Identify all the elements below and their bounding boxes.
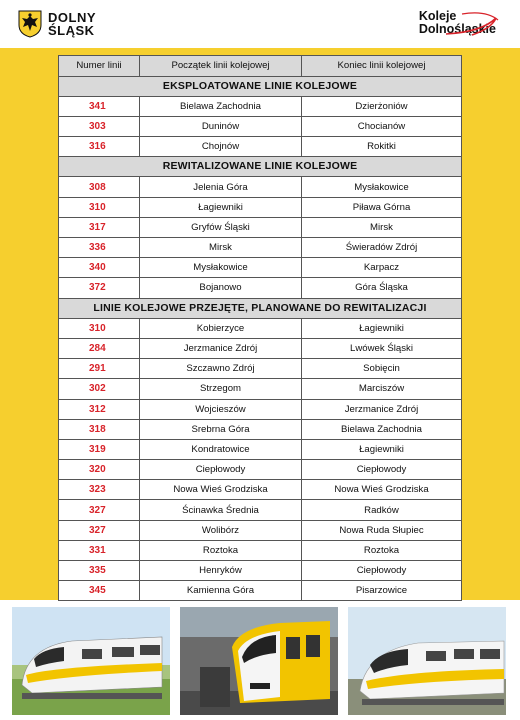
table-row (59, 116, 462, 136)
line-end: Sobięcin (302, 359, 462, 379)
rail-lines-table (58, 55, 462, 601)
line-start: Wolibórz (140, 520, 302, 540)
line-end: Jerzmanice Zdrój (302, 399, 462, 419)
table-row (59, 318, 462, 338)
eagle-crest-icon (18, 10, 42, 38)
table-row (59, 177, 462, 197)
table-row (59, 338, 462, 358)
line-start: Bielawa Zachodnia (140, 96, 302, 116)
line-number: 327 (59, 500, 140, 520)
line-number: 319 (59, 439, 140, 459)
column-header-start: Początek linii kolejowej (140, 56, 302, 77)
section-row (59, 76, 462, 96)
line-end: Karpacz (302, 258, 462, 278)
line-start: Duninów (140, 116, 302, 136)
line-number: 317 (59, 217, 140, 237)
column-header-end: Koniec linii kolejowej (302, 56, 462, 77)
line-end: Chocianów (302, 116, 462, 136)
line-number: 340 (59, 258, 140, 278)
line-end: Dzierżoniów (302, 96, 462, 116)
line-start: Chojnów (140, 137, 302, 157)
line-end: Nowa Wieś Grodziska (302, 480, 462, 500)
line-start: Roztoka (140, 540, 302, 560)
line-number: 291 (59, 359, 140, 379)
table-row (59, 561, 462, 581)
table-row (59, 399, 462, 419)
line-start: Jelenia Góra (140, 177, 302, 197)
line-start: Strzegom (140, 379, 302, 399)
table-row (59, 359, 462, 379)
line-start: Jerzmanice Zdrój (140, 338, 302, 358)
koleje-dolnoslaskie-logo (419, 10, 496, 36)
table-row (59, 500, 462, 520)
table-row (59, 197, 462, 217)
line-number: 341 (59, 96, 140, 116)
section-title: REWITALIZOWANE LINIE KOLEJOWE (59, 157, 462, 177)
line-start: Nowa Wieś Grodziska (140, 480, 302, 500)
line-number: 316 (59, 137, 140, 157)
train-photo-1 (12, 607, 170, 715)
table-row (59, 96, 462, 116)
line-start: Szczawno Zdrój (140, 359, 302, 379)
line-end: Mysłakowice (302, 177, 462, 197)
logo-left-line1: DOLNY (48, 10, 96, 25)
table-row (59, 419, 462, 439)
table-row (59, 217, 462, 237)
section-title: EKSPLOATOWANE LINIE KOLEJOWE (59, 76, 462, 96)
line-end: Pisarzowice (302, 581, 462, 601)
line-number: 327 (59, 520, 140, 540)
train-image-icon (12, 607, 170, 715)
line-start: Henryków (140, 561, 302, 581)
line-start: Bojanowo (140, 278, 302, 298)
line-end: Łagiewniki (302, 439, 462, 459)
line-start: Gryfów Śląski (140, 217, 302, 237)
line-start: Kobierzyce (140, 318, 302, 338)
line-end: Ciepłowody (302, 561, 462, 581)
line-end: Łagiewniki (302, 318, 462, 338)
table-row (59, 258, 462, 278)
line-number: 303 (59, 116, 140, 136)
line-number: 345 (59, 581, 140, 601)
line-start: Srebrna Góra (140, 419, 302, 439)
line-number: 336 (59, 238, 140, 258)
line-end: Bielawa Zachodnia (302, 419, 462, 439)
table-row (59, 460, 462, 480)
line-number: 310 (59, 197, 140, 217)
line-start: Mirsk (140, 238, 302, 258)
line-end: Roztoka (302, 540, 462, 560)
line-number: 310 (59, 318, 140, 338)
line-number: 284 (59, 338, 140, 358)
table-row (59, 278, 462, 298)
logo-right-line1: Koleje (418, 9, 457, 23)
line-number: 312 (59, 399, 140, 419)
swoosh-icon (442, 8, 502, 38)
line-end: Ciepłowody (302, 460, 462, 480)
line-number: 323 (59, 480, 140, 500)
line-number: 320 (59, 460, 140, 480)
line-number: 308 (59, 177, 140, 197)
line-start: Wojcieszów (140, 399, 302, 419)
line-number: 372 (59, 278, 140, 298)
line-end: Radków (302, 500, 462, 520)
line-end: Lwówek Śląski (302, 338, 462, 358)
line-end: Nowa Ruda Słupiec (302, 520, 462, 540)
table-header-row (59, 56, 462, 77)
train-image-icon (180, 607, 338, 715)
page-header (0, 0, 520, 48)
line-number: 331 (59, 540, 140, 560)
logo-right-line2: Dolnośląskie (418, 22, 496, 36)
section-title: LINIE KOLEJOWE PRZEJĘTE, PLANOWANE DO REWITALIZACJI (59, 298, 462, 318)
table-row (59, 480, 462, 500)
train-photos-strip (0, 607, 520, 715)
table-row (59, 581, 462, 601)
line-start: Łagiewniki (140, 197, 302, 217)
line-end: Świeradów Zdrój (302, 238, 462, 258)
train-image-icon (348, 607, 506, 715)
section-row (59, 157, 462, 177)
table-row (59, 439, 462, 459)
line-number: 318 (59, 419, 140, 439)
line-number: 302 (59, 379, 140, 399)
line-end: Piława Górna (302, 197, 462, 217)
train-photo-2 (180, 607, 338, 715)
line-number: 335 (59, 561, 140, 581)
table-row (59, 238, 462, 258)
table-row (59, 520, 462, 540)
table-row (59, 540, 462, 560)
line-end: Mirsk (302, 217, 462, 237)
rail-lines-table-container (58, 55, 461, 601)
line-start: Kondratowice (140, 439, 302, 459)
line-end: Marciszów (302, 379, 462, 399)
line-start: Mysłakowice (140, 258, 302, 278)
line-end: Rokitki (302, 137, 462, 157)
logo-left-line2: ŚLĄSK (48, 23, 95, 38)
table-body (59, 76, 462, 601)
line-end: Góra Śląska (302, 278, 462, 298)
line-start: Ścinawka Średnia (140, 500, 302, 520)
column-header-number: Numer linii (59, 56, 140, 77)
table-row (59, 137, 462, 157)
section-row (59, 298, 462, 318)
dolny-slask-logo (18, 10, 96, 38)
table-row (59, 379, 462, 399)
line-start: Ciepłowody (140, 460, 302, 480)
train-photo-3 (348, 607, 506, 715)
line-start: Kamienna Góra (140, 581, 302, 601)
